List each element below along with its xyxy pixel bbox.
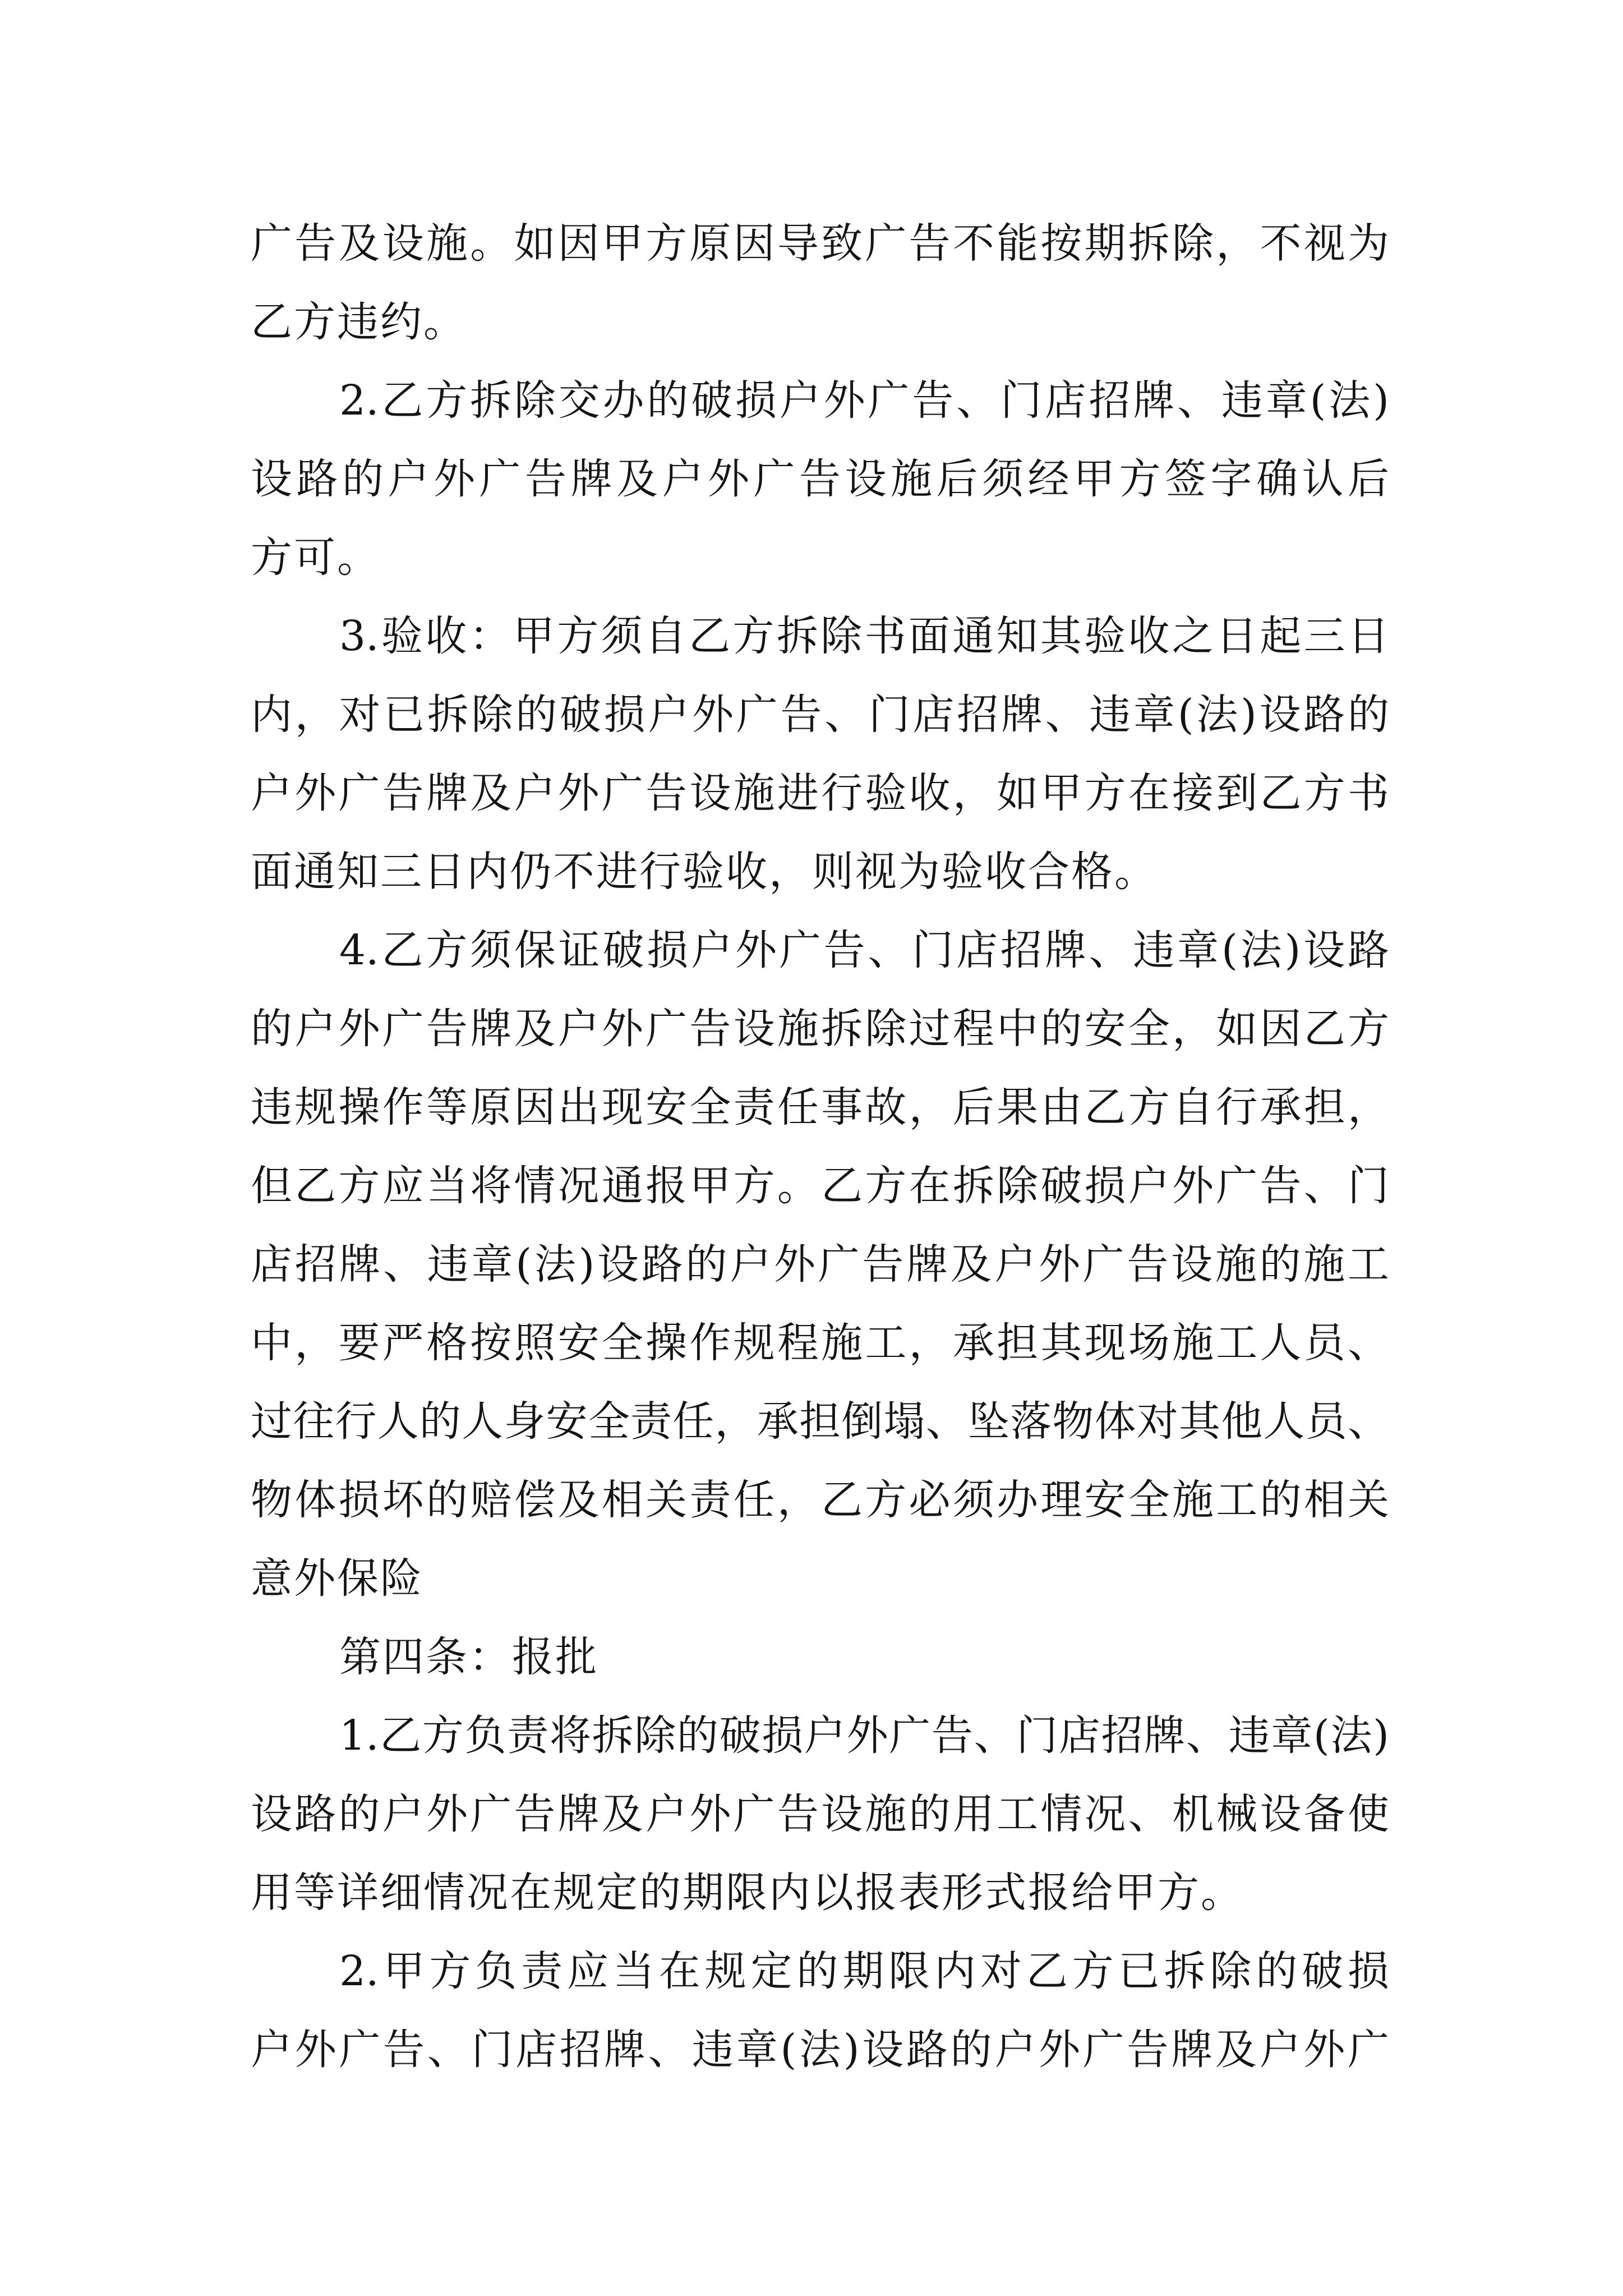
text-line: 户外广告牌及户外广告设施进行验收，如甲方在接到乙方书 — [251, 769, 1389, 817]
text-line: 乙方违约。 — [251, 298, 467, 346]
article-4-heading — [251, 1618, 1389, 1696]
text-line: 违规操作等原因出现安全责任事故，后果由乙方自行承担， — [251, 1083, 1389, 1131]
text-line: 意外保险 — [251, 1554, 423, 1603]
text-line: 户外广告、门店招牌、违章(法)设路的户外广告牌及户外广 — [251, 2026, 1389, 2074]
clause-3-acceptance-paragraph — [251, 597, 1389, 911]
text-line: 设路的户外广告牌及户外广告设施后须经甲方签字确认后 — [251, 455, 1389, 503]
text-line: 广告及设施。如因甲方原因导致广告不能按期拆除，不视为 — [251, 219, 1389, 268]
article-4-item-1-paragraph — [251, 1696, 1389, 1932]
text-line: 2.乙方拆除交办的破损户外广告、门店招牌、违章(法) — [339, 376, 1389, 425]
document-body — [251, 204, 1389, 2089]
text-line: 2.甲方负责应当在规定的期限内对乙方已拆除的破损 — [339, 1947, 1389, 1995]
text-line: 设路的户外广告牌及户外广告设施的用工情况、机械设备使 — [251, 1790, 1389, 1838]
text-line: 的户外广告牌及户外广告设施拆除过程中的安全，如因乙方 — [251, 1005, 1389, 1053]
text-line: 内，对已拆除的破损户外广告、门店招牌、违章(法)设路的 — [251, 691, 1389, 739]
article-4-item-2-paragraph — [251, 1932, 1389, 2089]
text-line: 面通知三日内仍不进行验收，则视为验收合格。 — [251, 848, 1158, 896]
clause-4-safety-paragraph — [251, 911, 1389, 1618]
text-line: 中，要严格按照安全操作规程施工，承担其现场施工人员、 — [251, 1319, 1389, 1367]
continued-paragraph — [251, 204, 1389, 361]
text-line: 1.乙方负责将拆除的破损户外广告、门店招牌、违章(法) — [339, 1711, 1389, 1760]
text-line: 用等详细情况在规定的期限内以报表形式报给甲方。 — [251, 1869, 1244, 1917]
text-line: 店招牌、违章(法)设路的户外广告牌及户外广告设施的施工 — [251, 1240, 1389, 1289]
text-line: 4.乙方须保证破损户外广告、门店招牌、违章(法)设路 — [339, 926, 1389, 974]
clause-2-paragraph — [251, 361, 1389, 597]
text-line: 3.验收：甲方须自乙方拆除书面通知其验收之日起三日 — [339, 612, 1389, 660]
text-line: 方可。 — [251, 533, 380, 582]
text-line: 物体损坏的赔偿及相关责任，乙方必须办理安全施工的相关 — [251, 1476, 1389, 1524]
text-line: 但乙方应当将情况通报甲方。乙方在拆除破损户外广告、门 — [251, 1162, 1389, 1210]
section-heading: 第四条：报批 — [339, 1633, 598, 1681]
text-line: 过往行人的人身安全责任，承担倒塌、坠落物体对其他人员、 — [251, 1397, 1389, 1446]
